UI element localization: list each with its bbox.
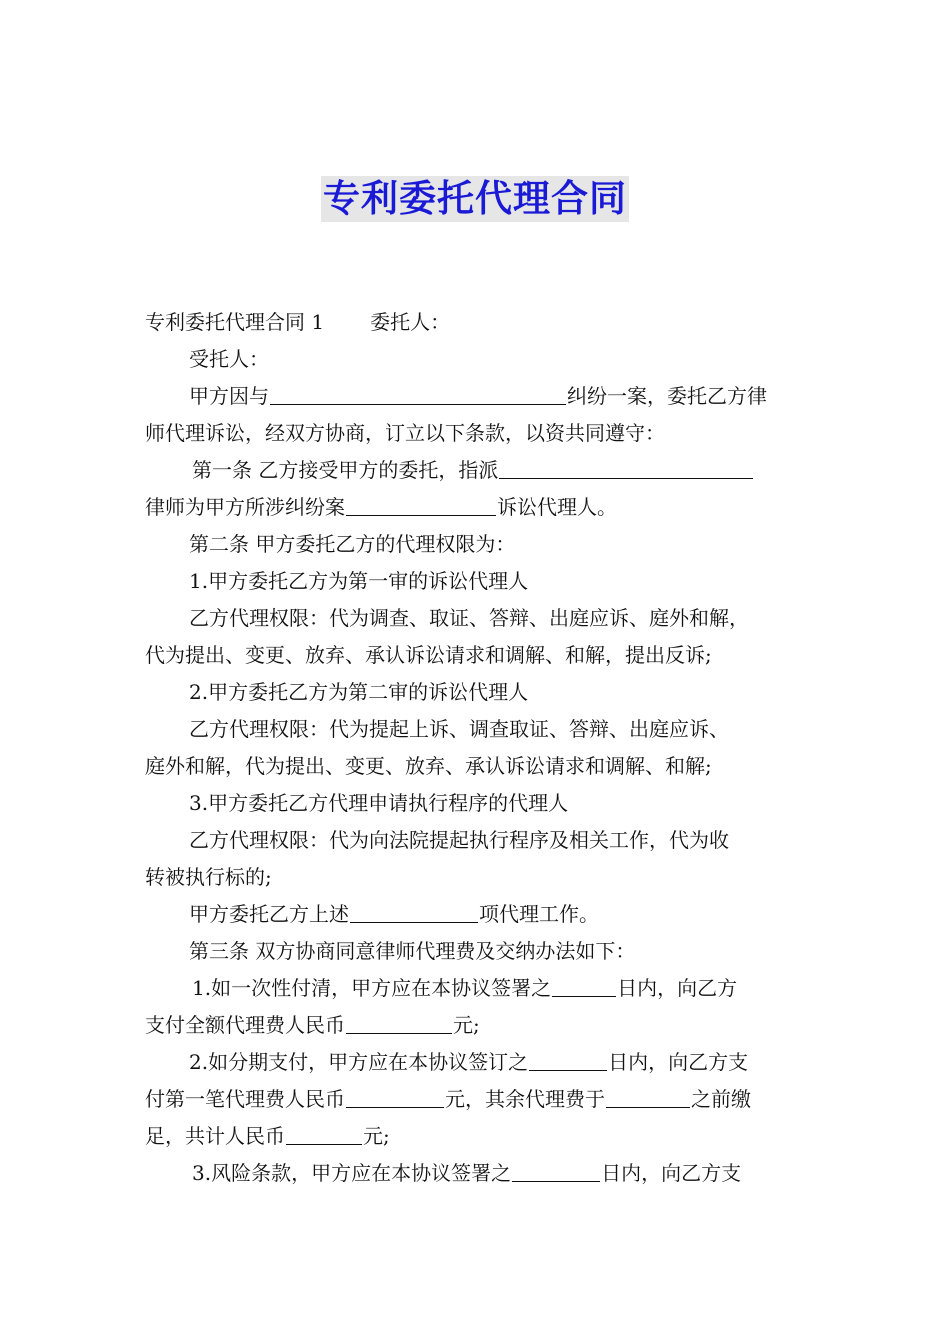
agent-label: 受托人： (189, 347, 269, 371)
text-line (145, 637, 810, 674)
fill-in-blank (512, 1161, 600, 1182)
text-segment: 之前缴 (691, 1087, 751, 1111)
document-title: 专利委托代理合同 (323, 177, 627, 220)
text-line (145, 1044, 810, 1081)
text-segment: 付第一笔代理费人民币 (145, 1087, 345, 1111)
contract-body (145, 304, 810, 1192)
text-segment: 足，共计人民币 (145, 1124, 285, 1148)
text-segment: 3.甲方委托乙方代理申请执行程序的代理人 (189, 791, 569, 815)
text-line (145, 341, 810, 378)
text-line (145, 1081, 810, 1118)
client-label: 委托人： (370, 310, 451, 334)
text-segment: 乙方代理权限：代为调查、取证、答辩、出庭应诉、庭外和解， (189, 606, 749, 630)
text-line (145, 415, 810, 452)
contract-heading: 专利委托代理合同 1 (145, 310, 325, 334)
text-segment: 代为提出、变更、放弃、承认诉讼请求和调解、和解，提出反诉; (145, 643, 712, 667)
text-line (145, 1118, 810, 1155)
text-segment: 第三条 双方协商同意律师代理费及交纳办法如下： (189, 939, 636, 963)
text-segment: 项代理工作。 (479, 902, 599, 926)
text-line (145, 896, 810, 933)
text-line (145, 711, 810, 748)
text-segment: 第一条 乙方接受甲方的委托，指派 (192, 458, 499, 482)
text-segment: 支付全额代理费人民币 (145, 1013, 345, 1037)
text-segment: 日内，向乙方 (617, 976, 738, 1000)
text-segment: 日内，向乙方支 (601, 1161, 742, 1185)
fill-in-blank (606, 1087, 690, 1108)
fill-in-blank (529, 1050, 607, 1071)
text-line (145, 933, 810, 970)
text-segment: 甲方委托乙方上述 (189, 902, 349, 926)
text-line (145, 304, 810, 341)
text-segment: 律师为甲方所涉纠纷案 (145, 495, 345, 519)
fill-in-blank (270, 384, 566, 405)
text-line (145, 822, 810, 859)
text-segment: 乙方代理权限：代为提起上诉、调查取证、答辩、出庭应诉、 (189, 717, 729, 741)
text-segment: 3.风险条款，甲方应在本协议签署之 (192, 1161, 512, 1185)
text-segment: 元; (363, 1124, 390, 1148)
text-line (145, 785, 810, 822)
title-container (0, 176, 950, 222)
fill-in-blank (552, 976, 616, 997)
fill-in-blank (346, 1013, 452, 1034)
text-segment: 1.如一次性付清，甲方应在本协议签署之 (192, 976, 552, 1000)
text-segment: 元; (453, 1013, 480, 1037)
text-segment: 师代理诉讼，经双方协商，订立以下条款，以资共同遵守： (145, 421, 665, 445)
text-line (145, 452, 810, 489)
text-line (145, 526, 810, 563)
text-segment: 转被执行标的; (145, 865, 272, 889)
fill-in-blank (346, 495, 496, 516)
text-line (145, 563, 810, 600)
text-segment: 2.如分期支付，甲方应在本协议签订之 (189, 1050, 529, 1074)
text-segment: 甲方因与 (189, 384, 269, 408)
text-segment: 乙方代理权限：代为向法院提起执行程序及相关工作，代为收 (189, 828, 729, 852)
text-line (145, 489, 810, 526)
text-line (145, 1155, 810, 1192)
text-line (145, 674, 810, 711)
fill-in-blank (286, 1124, 362, 1145)
text-line (145, 748, 810, 785)
text-line (145, 859, 810, 896)
text-segment: 元，其余代理费于 (445, 1087, 605, 1111)
text-segment: 庭外和解，代为提出、变更、放弃、承认诉讼请求和调解、和解; (145, 754, 712, 778)
text-line (145, 600, 810, 637)
text-segment: 2.甲方委托乙方为第二审的诉讼代理人 (189, 680, 529, 704)
text-segment: 1.甲方委托乙方为第一审的诉讼代理人 (189, 569, 529, 593)
fill-in-blank (499, 458, 753, 479)
text-segment: 纠纷一案，委托乙方律 (567, 384, 767, 408)
fill-in-blank (346, 1087, 444, 1108)
text-line (145, 970, 810, 1007)
fill-in-blank (350, 902, 478, 923)
text-segment: 第二条 甲方委托乙方的代理权限为： (189, 532, 516, 556)
text-segment: 诉讼代理人。 (497, 495, 617, 519)
text-line (145, 378, 810, 415)
text-line (145, 1007, 810, 1044)
text-segment: 日内，向乙方支 (608, 1050, 749, 1074)
